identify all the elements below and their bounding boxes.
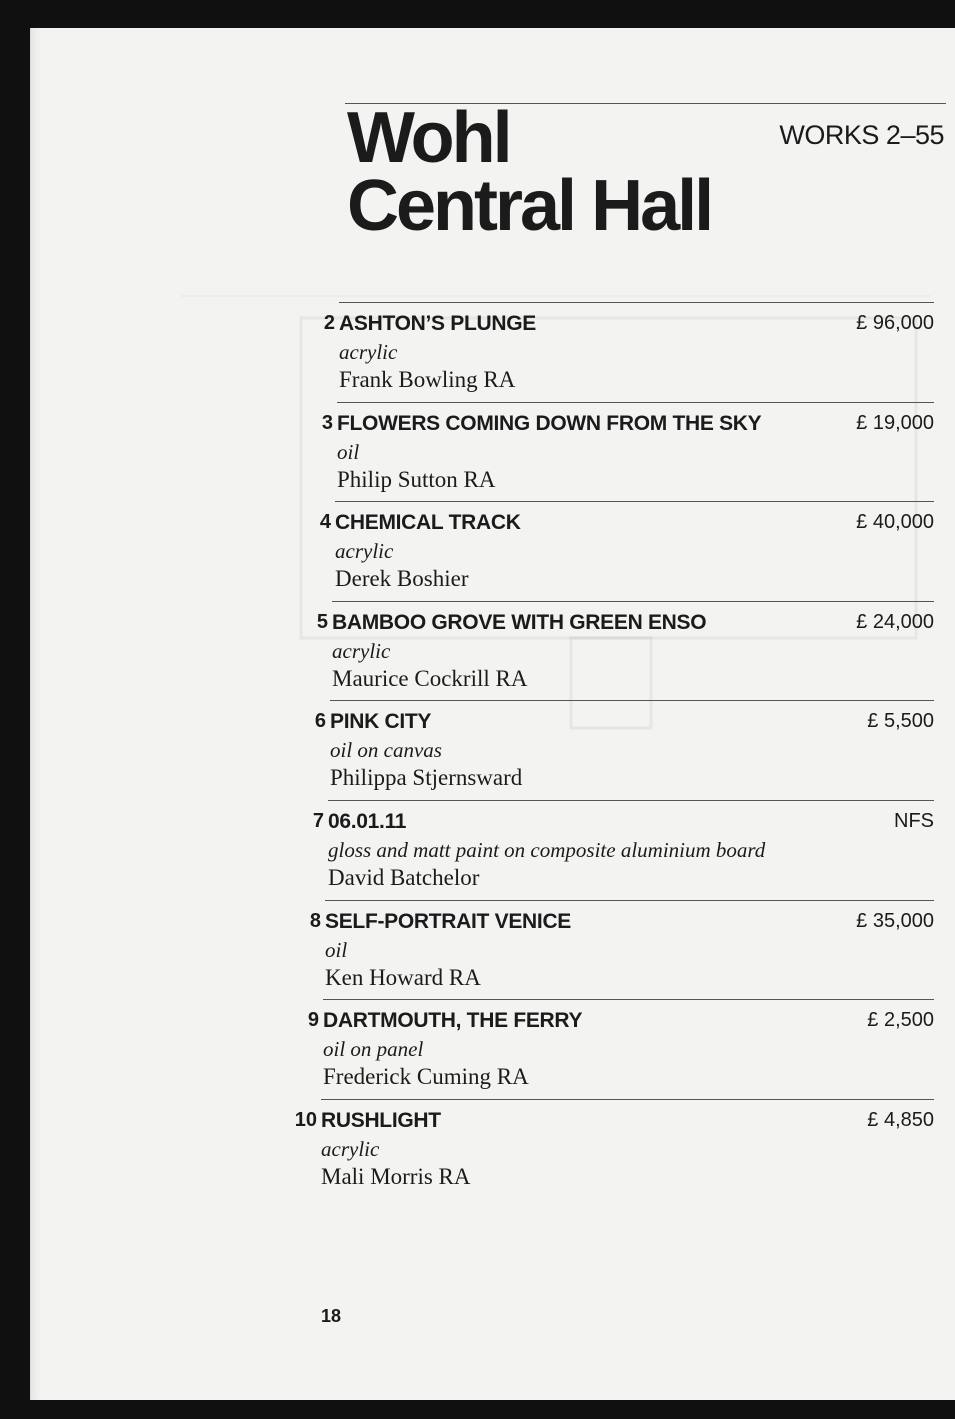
catalogue-page (30, 28, 955, 1400)
page-title (347, 98, 712, 246)
entry-rule (323, 999, 934, 1000)
entry-artist: Philip Sutton RA (337, 467, 496, 492)
entry-medium: acrylic (335, 539, 394, 563)
entry-rule (330, 700, 934, 701)
entry-medium: oil on canvas (330, 738, 442, 762)
entry-number: 8 (309, 910, 321, 932)
catalogue-entry (312, 800, 934, 900)
entry-number: 10 (294, 1109, 317, 1131)
entry-price: £ 2,500 (867, 1009, 934, 1031)
entry-rule (325, 900, 934, 901)
entry-title: RUSHLIGHT (321, 1109, 441, 1132)
entry-rule (339, 302, 934, 303)
entry-rule (328, 800, 934, 801)
catalogue-entry (309, 900, 934, 1000)
entry-price: £ 19,000 (856, 412, 934, 434)
catalogue-entry (307, 999, 934, 1099)
catalogue-entry (294, 1099, 934, 1199)
works-range: WORKS 2–55 (779, 120, 944, 150)
entry-number: 3 (321, 412, 333, 434)
entry-price: £ 4,850 (867, 1109, 934, 1131)
entry-rule (321, 1099, 934, 1100)
catalogue-entry (321, 402, 934, 502)
page-number: 18 (321, 1306, 342, 1326)
catalogue-entry (314, 700, 934, 800)
entry-medium: acrylic (321, 1137, 380, 1161)
entry-medium: acrylic (339, 340, 398, 364)
entry-price: £ 5,500 (867, 710, 934, 732)
entry-rule (332, 601, 934, 602)
entry-title: 06.01.11 (328, 810, 407, 833)
entry-artist: David Batchelor (328, 865, 480, 890)
entry-rule (335, 501, 934, 502)
entry-number: 9 (307, 1009, 319, 1031)
entry-title: CHEMICAL TRACK (335, 511, 521, 534)
entry-medium: oil on panel (323, 1037, 424, 1061)
title-line-2: Central Hall (347, 166, 712, 246)
catalogue-entry (319, 501, 934, 601)
entry-title: ASHTON’S PLUNGE (339, 312, 536, 335)
entry-artist: Philippa Stjernsward (330, 765, 523, 790)
entry-title: FLOWERS COMING DOWN FROM THE SKY (337, 412, 762, 435)
entry-number: 4 (319, 511, 331, 533)
entry-number: 2 (323, 312, 335, 334)
title-line-1: Wohl (347, 98, 510, 178)
entry-price: £ 24,000 (856, 611, 934, 633)
entry-artist: Ken Howard RA (325, 965, 481, 990)
entry-title: BAMBOO GROVE WITH GREEN ENSO (332, 611, 707, 634)
entry-number: 6 (314, 710, 326, 732)
entry-artist: Frank Bowling RA (339, 367, 516, 392)
entry-number: 5 (316, 611, 328, 633)
entry-rule (337, 402, 934, 403)
entry-title: SELF-PORTRAIT VENICE (325, 910, 572, 933)
entry-number: 7 (312, 810, 324, 832)
catalogue-entry (316, 601, 934, 701)
entry-medium: oil (337, 440, 360, 464)
entry-artist: Frederick Cuming RA (323, 1064, 529, 1089)
entry-title: DARTMOUTH, THE FERRY (323, 1009, 583, 1032)
entry-price: £ 35,000 (856, 910, 934, 932)
entry-medium: oil (325, 938, 348, 962)
entry-medium: gloss and matt paint on composite aluminium board (328, 838, 766, 862)
entry-title: PINK CITY (330, 710, 432, 733)
entry-artist: Mali Morris RA (321, 1164, 471, 1189)
entry-price: NFS (894, 810, 934, 832)
entry-medium: acrylic (332, 639, 391, 663)
catalogue-entry (323, 302, 934, 402)
entry-price: £ 40,000 (856, 511, 934, 533)
entry-artist: Maurice Cockrill RA (332, 666, 528, 691)
entry-artist: Derek Boshier (335, 566, 469, 591)
entry-price: £ 96,000 (856, 312, 934, 334)
